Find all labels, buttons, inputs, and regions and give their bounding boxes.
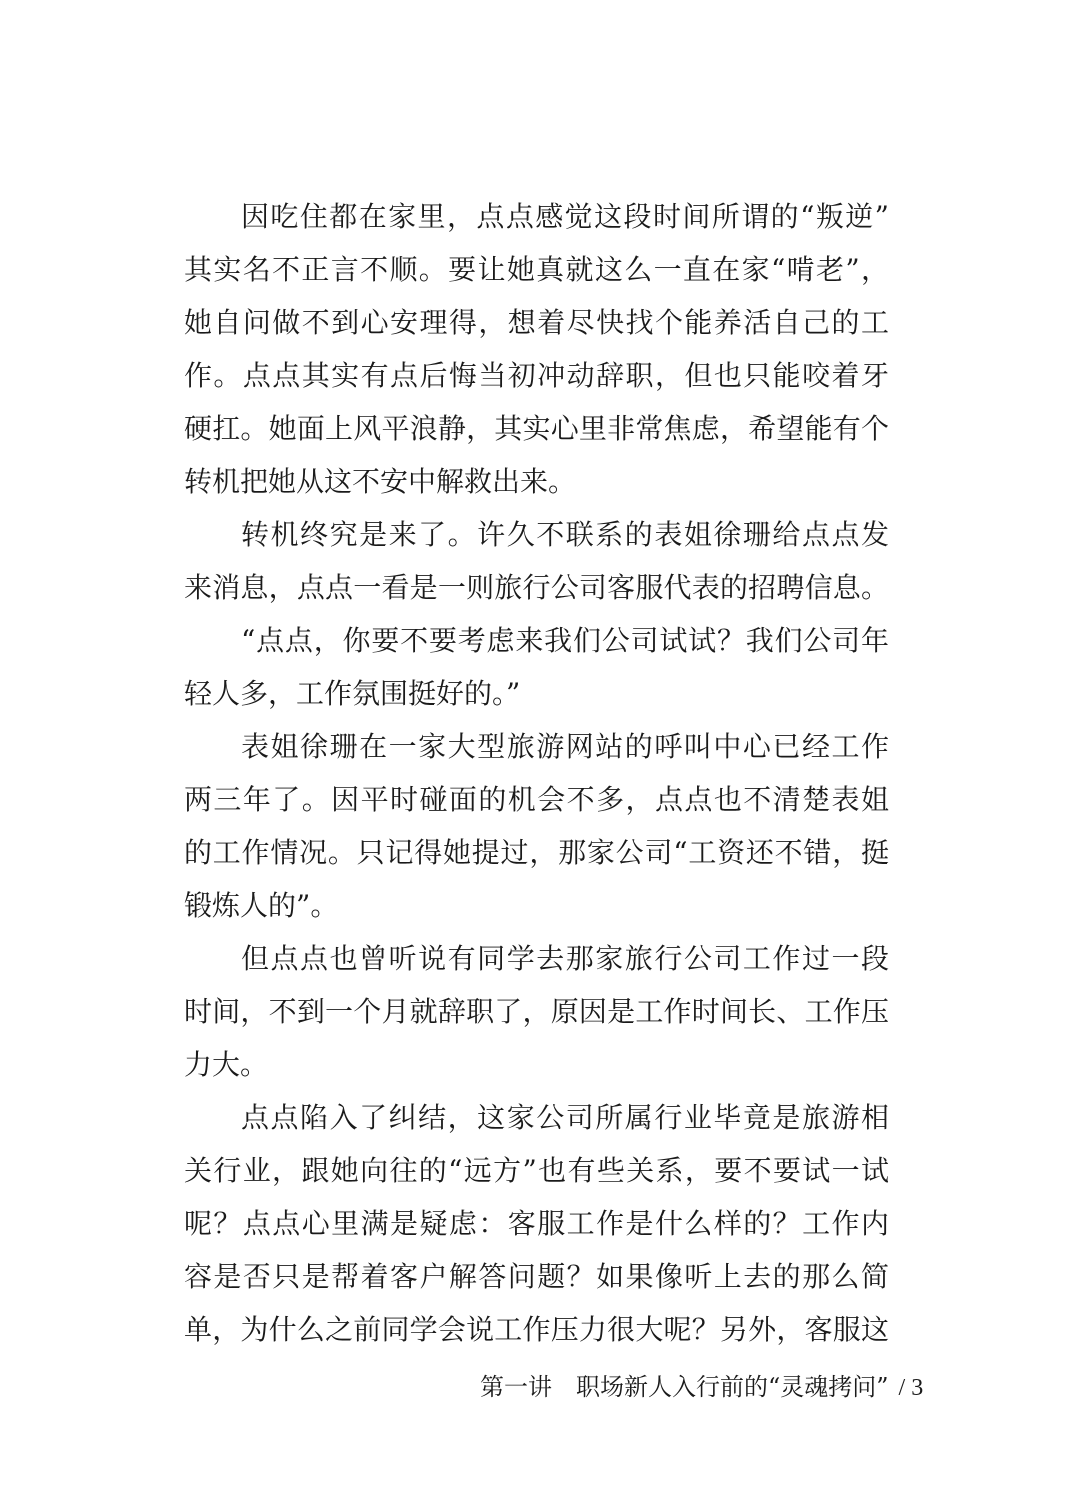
paragraph-line: 因吃住都在家里，点点感觉这段时间所谓的“叛逆” (241, 200, 889, 233)
paragraph-line: 容是否只是帮着客户解答问题？如果像听上去的那么简 (184, 1260, 889, 1293)
paragraph-line: 两三年了。因平时碰面的机会不多，点点也不清楚表姐 (184, 783, 889, 816)
paragraph-line: 关行业，跟她向往的“远方”也有些关系，要不要试一试 (184, 1154, 889, 1187)
paragraph-line: 硬扛。她面上风平浪静，其实心里非常焦虑，希望能有个 (184, 412, 889, 445)
paragraph-line: 单，为什么之前同学会说工作压力很大呢？另外，客服这 (184, 1313, 889, 1346)
paragraph-line: “点点，你要不要考虑来我们公司试试？我们公司年 (241, 624, 889, 657)
paragraph-line: 轻人多，工作氛围挺好的。” (184, 677, 521, 710)
paragraph-line: 表姐徐珊在一家大型旅游网站的呼叫中心已经工作 (241, 730, 889, 763)
page-number: 3 (911, 1375, 924, 1401)
paragraph-line: 来消息，点点一看是一则旅行公司客服代表的招聘信息。 (184, 571, 889, 604)
paragraph-line: 的工作情况。只记得她提过，那家公司“工资还不错，挺 (184, 836, 889, 869)
paragraph-line: 她自问做不到心安理得，想着尽快找个能养活自己的工 (184, 306, 889, 339)
paragraph-line: 锻炼人的”。 (184, 889, 339, 922)
footer-separator: / (898, 1375, 906, 1401)
paragraph-line: 呢？点点心里满是疑虑：客服工作是什么样的？工作内 (184, 1207, 889, 1240)
chapter-title: 第一讲 职场新人入行前的“灵魂拷问” (480, 1373, 889, 1401)
paragraph-line: 转机终究是来了。许久不联系的表姐徐珊给点点发 (241, 518, 889, 551)
paragraph-line: 力大。 (184, 1048, 269, 1081)
paragraph-line: 点点陷入了纠结，这家公司所属行业毕竟是旅游相 (241, 1101, 889, 1134)
paragraph-line: 转机把她从这不安中解救出来。 (184, 465, 577, 498)
page-footer (480, 1367, 924, 1407)
paragraph-line: 但点点也曾听说有同学去那家旅行公司工作过一段 (241, 942, 889, 975)
paragraph-line: 作。点点其实有点后悔当初冲动辞职，但也只能咬着牙 (184, 359, 889, 392)
paragraph-line: 其实名不正言不顺。要让她真就这么一直在家“啃老”， (184, 253, 889, 286)
paragraph-line: 时间，不到一个月就辞职了，原因是工作时间长、工作压 (184, 995, 889, 1028)
